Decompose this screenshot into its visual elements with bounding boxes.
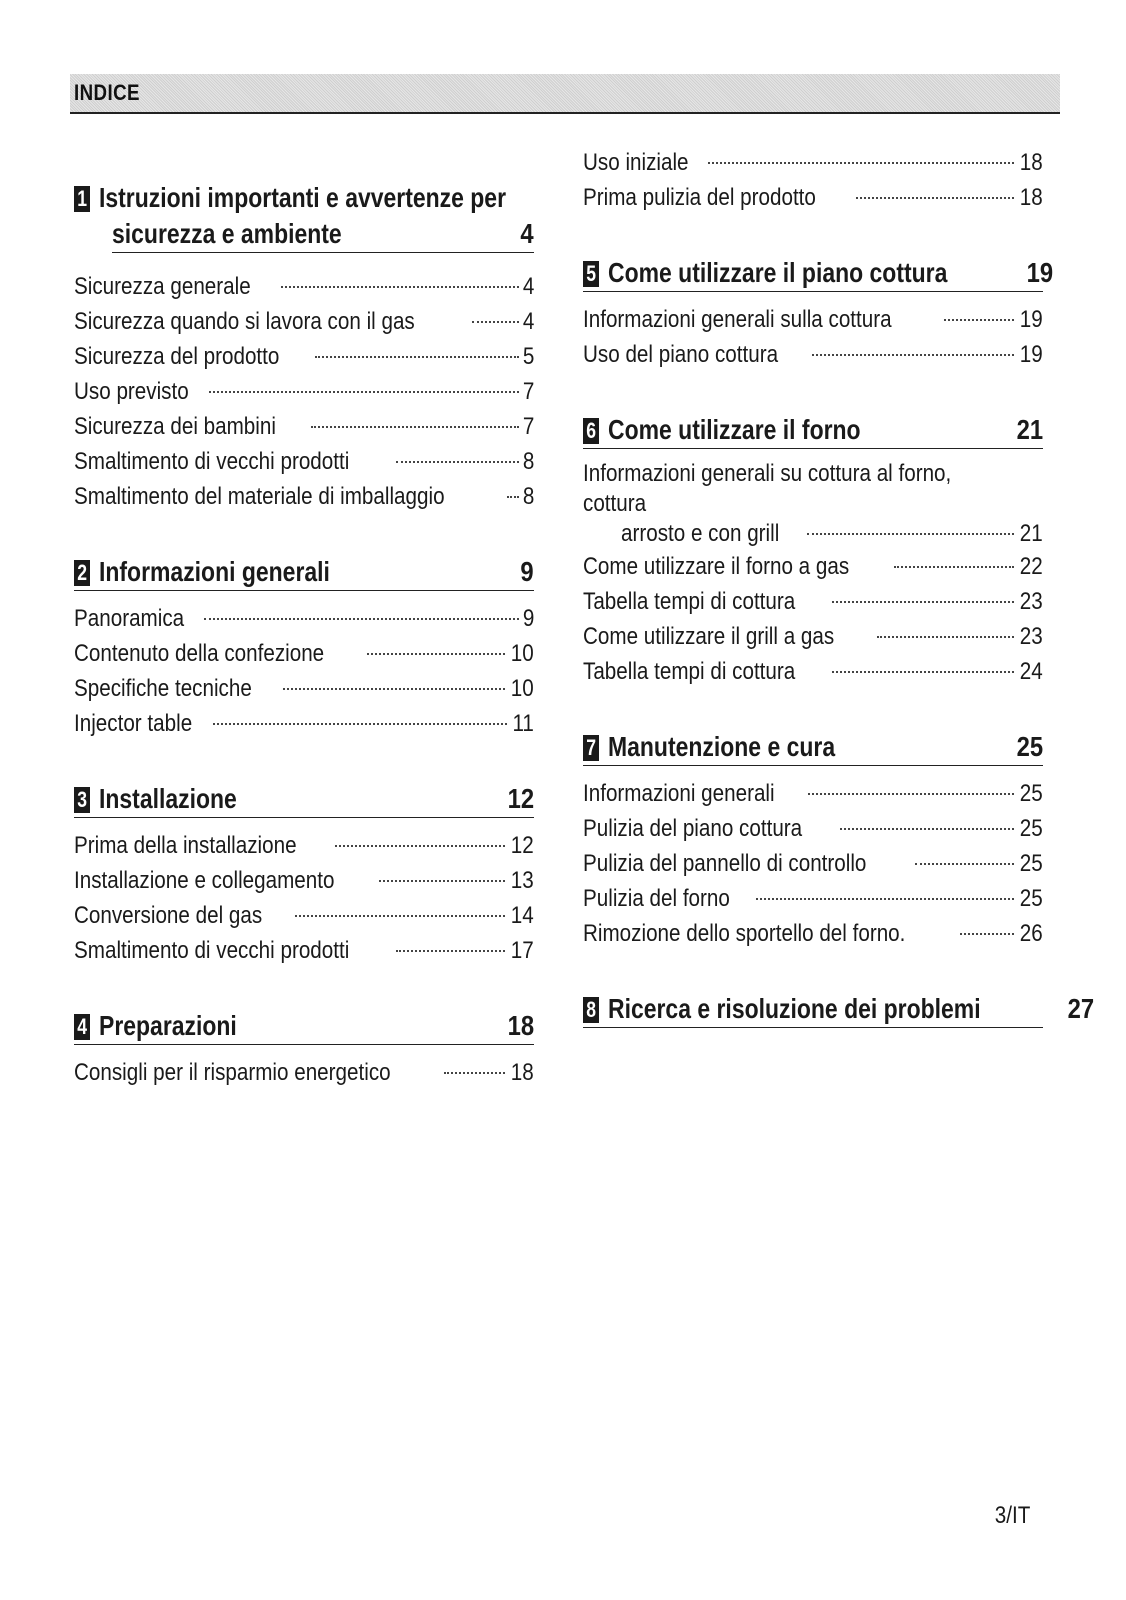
leader-dots — [808, 793, 1015, 795]
section-number: 5 — [583, 261, 599, 287]
toc-entry[interactable] — [583, 881, 1043, 916]
leader-dots — [396, 950, 505, 952]
toc-entry[interactable] — [74, 671, 534, 706]
toc-section-heading[interactable] — [74, 180, 534, 253]
entry-page: 13 — [511, 867, 534, 894]
entry-page: 26 — [1020, 920, 1043, 947]
toc-entry[interactable] — [583, 549, 1043, 584]
entry-title: Tabella tempi di cottura — [583, 658, 796, 685]
entry-page: 25 — [1020, 885, 1043, 912]
leader-dots — [311, 426, 519, 428]
section-page: 21 — [1016, 414, 1043, 445]
toc-entry[interactable] — [583, 584, 1043, 619]
entry-title: Uso previsto — [74, 378, 189, 405]
entry-title: Sicurezza quando si lavora con il gas — [74, 308, 415, 335]
toc-entry[interactable] — [74, 601, 534, 636]
toc-entry[interactable] — [583, 654, 1043, 689]
leader-dots — [507, 496, 519, 498]
toc-column-right — [583, 145, 1094, 1038]
section-title: Informazioni generali — [99, 556, 331, 587]
leader-dots — [396, 461, 518, 463]
section-number: 7 — [583, 735, 599, 761]
section-title-cont: sicurezza e ambiente — [112, 218, 342, 249]
toc-section-heading[interactable] — [583, 412, 1043, 449]
leader-dots — [708, 162, 1015, 164]
entry-page: 18 — [1020, 184, 1043, 211]
entry-page: 21 — [1020, 520, 1043, 547]
entry-title: Specifiche tecniche — [74, 675, 252, 702]
toc-entry[interactable] — [74, 1055, 534, 1090]
entry-page: 8 — [522, 448, 534, 475]
toc-entry[interactable] — [583, 776, 1043, 811]
leader-dots — [944, 319, 1014, 321]
entry-title: Contenuto della confezione — [74, 640, 325, 667]
leader-dots — [204, 618, 519, 620]
entry-page: 18 — [511, 1059, 534, 1086]
section-page: 19 — [1026, 257, 1054, 288]
entry-page: 17 — [511, 937, 534, 964]
toc-entry[interactable] — [583, 302, 1043, 337]
leader-dots — [915, 863, 1015, 865]
entry-title: Prima pulizia del prodotto — [583, 184, 816, 211]
entry-title-cont: arrosto e con grill — [621, 520, 780, 547]
entry-title: Smaltimento di vecchi prodotti — [74, 937, 350, 964]
toc-section-heading[interactable] — [583, 729, 1043, 766]
page-number: 3/IT — [994, 1502, 1030, 1529]
entry-title: Smaltimento di vecchi prodotti — [74, 448, 350, 475]
toc-section-heading[interactable] — [74, 781, 534, 818]
entry-title: Come utilizzare il grill a gas — [583, 623, 835, 650]
toc-entry[interactable] — [74, 706, 534, 741]
entry-page: 9 — [522, 605, 534, 632]
entry-title: Informazioni generali — [583, 780, 775, 807]
entry-title: Informazioni generali su cottura al forno, cottura — [583, 460, 952, 517]
section-number: 3 — [74, 787, 90, 813]
leader-dots — [840, 828, 1014, 830]
section-page: 18 — [507, 1010, 534, 1041]
entry-title: Come utilizzare il forno a gas — [583, 553, 850, 580]
entry-page: 7 — [522, 413, 534, 440]
toc-column-left — [74, 180, 534, 1090]
toc-entry[interactable] — [74, 444, 534, 479]
entry-page: 8 — [522, 483, 534, 510]
entry-page: 23 — [1020, 623, 1043, 650]
toc-section-heading[interactable] — [74, 1008, 534, 1045]
toc-entry[interactable] — [74, 863, 534, 898]
entry-title: Pulizia del piano cottura — [583, 815, 803, 842]
entry-title: Injector table — [74, 710, 193, 737]
entry-page: 5 — [522, 343, 534, 370]
entry-page: 18 — [1020, 149, 1043, 176]
toc-entry[interactable] — [74, 409, 534, 444]
entry-page: 12 — [511, 832, 534, 859]
entry-page: 19 — [1020, 306, 1043, 333]
toc-entry[interactable] — [74, 828, 534, 863]
section-number: 4 — [74, 1014, 90, 1040]
leader-dots — [209, 391, 518, 393]
section-page: 9 — [520, 556, 534, 587]
entry-title: Smaltimento del materiale di imballaggio — [74, 483, 445, 510]
toc-entry[interactable] — [74, 339, 534, 374]
entry-title: Prima della installazione — [74, 832, 297, 859]
leader-dots — [281, 286, 518, 288]
entry-title: Pulizia del forno — [583, 885, 730, 912]
entry-page: 10 — [511, 640, 534, 667]
entry-page: 11 — [512, 710, 534, 737]
entry-page: 4 — [522, 273, 534, 300]
entry-title: Conversione del gas — [74, 902, 263, 929]
entry-page: 10 — [511, 675, 534, 702]
leader-dots — [295, 915, 505, 917]
section-page: 4 — [520, 218, 534, 249]
entry-title: Uso iniziale — [583, 149, 689, 176]
page-header — [70, 74, 1060, 114]
toc-entry[interactable] — [583, 459, 1043, 549]
leader-dots — [213, 723, 507, 725]
toc-section-heading[interactable] — [583, 991, 1094, 1028]
section-title: Installazione — [99, 783, 238, 814]
section-title: Come utilizzare il piano cottura — [608, 257, 948, 288]
entry-page: 25 — [1020, 780, 1043, 807]
entry-title: Sicurezza del prodotto — [74, 343, 280, 370]
section-title: Manutenzione e cura — [608, 731, 836, 762]
entry-title: Pulizia del pannello di controllo — [583, 850, 867, 877]
section-title: Preparazioni — [99, 1010, 238, 1041]
leader-dots — [444, 1072, 505, 1074]
entry-title: Tabella tempi di cottura — [583, 588, 796, 615]
entry-page: 7 — [522, 378, 534, 405]
section-number: 8 — [583, 997, 599, 1023]
entry-title: Installazione e collegamento — [74, 867, 335, 894]
entry-title: Consigli per il risparmio energetico — [74, 1059, 391, 1086]
entry-page: 14 — [511, 902, 534, 929]
leader-dots — [812, 354, 1014, 356]
entry-title: Rimozione dello sportello del forno. — [583, 920, 906, 947]
section-title: Istruzioni importanti e avvertenze per — [99, 182, 507, 213]
leader-dots — [367, 653, 505, 655]
toc-entry[interactable] — [74, 898, 534, 933]
toc-section-heading[interactable] — [74, 554, 534, 591]
leader-dots — [335, 845, 506, 847]
entry-page: 22 — [1020, 553, 1043, 580]
toc-entry[interactable] — [583, 916, 1043, 951]
leader-dots — [756, 898, 1015, 900]
entry-page: 23 — [1020, 588, 1043, 615]
section-page: 25 — [1016, 731, 1043, 762]
section-number: 2 — [74, 560, 90, 586]
entry-title: Sicurezza dei bambini — [74, 413, 276, 440]
leader-dots — [315, 356, 519, 358]
leader-dots — [472, 321, 518, 323]
toc-section-heading[interactable] — [583, 255, 1054, 292]
entry-title: Sicurezza generale — [74, 273, 251, 300]
entry-page: 24 — [1020, 658, 1043, 685]
toc-entry[interactable] — [74, 269, 534, 304]
entry-page: 25 — [1020, 850, 1043, 877]
leader-dots — [877, 636, 1014, 638]
entry-page: 19 — [1020, 341, 1043, 368]
entry-page: 25 — [1020, 815, 1043, 842]
entry-title: Panoramica — [74, 605, 185, 632]
toc-entry[interactable] — [74, 933, 534, 968]
section-page: 27 — [1067, 993, 1094, 1024]
leader-dots — [283, 688, 506, 690]
leader-dots — [807, 533, 1014, 535]
toc-entry[interactable] — [74, 304, 534, 339]
page-title: INDICE — [74, 80, 140, 105]
entry-title: Informazioni generali sulla cottura — [583, 306, 892, 333]
toc-entry[interactable] — [583, 180, 1043, 215]
section-title: Come utilizzare il forno — [608, 414, 861, 445]
section-page: 12 — [507, 783, 534, 814]
entry-title: Uso del piano cottura — [583, 341, 779, 368]
entry-page: 4 — [522, 308, 534, 335]
leader-dots — [832, 601, 1015, 603]
toc-entry[interactable] — [74, 374, 534, 409]
toc-entry[interactable] — [583, 145, 1043, 180]
toc-entry[interactable] — [583, 846, 1043, 881]
toc-entry[interactable] — [583, 337, 1043, 372]
section-title: Ricerca e risoluzione dei problemi — [608, 993, 981, 1024]
section-number: 1 — [74, 186, 90, 212]
leader-dots — [832, 671, 1015, 673]
leader-dots — [379, 880, 505, 882]
leader-dots — [894, 566, 1014, 568]
toc-entry[interactable] — [74, 479, 534, 514]
toc-entry[interactable] — [583, 811, 1043, 846]
toc-entry[interactable] — [74, 636, 534, 671]
section-number: 6 — [583, 418, 599, 444]
leader-dots — [856, 197, 1014, 199]
leader-dots — [960, 933, 1014, 935]
toc-entry[interactable] — [583, 619, 1043, 654]
